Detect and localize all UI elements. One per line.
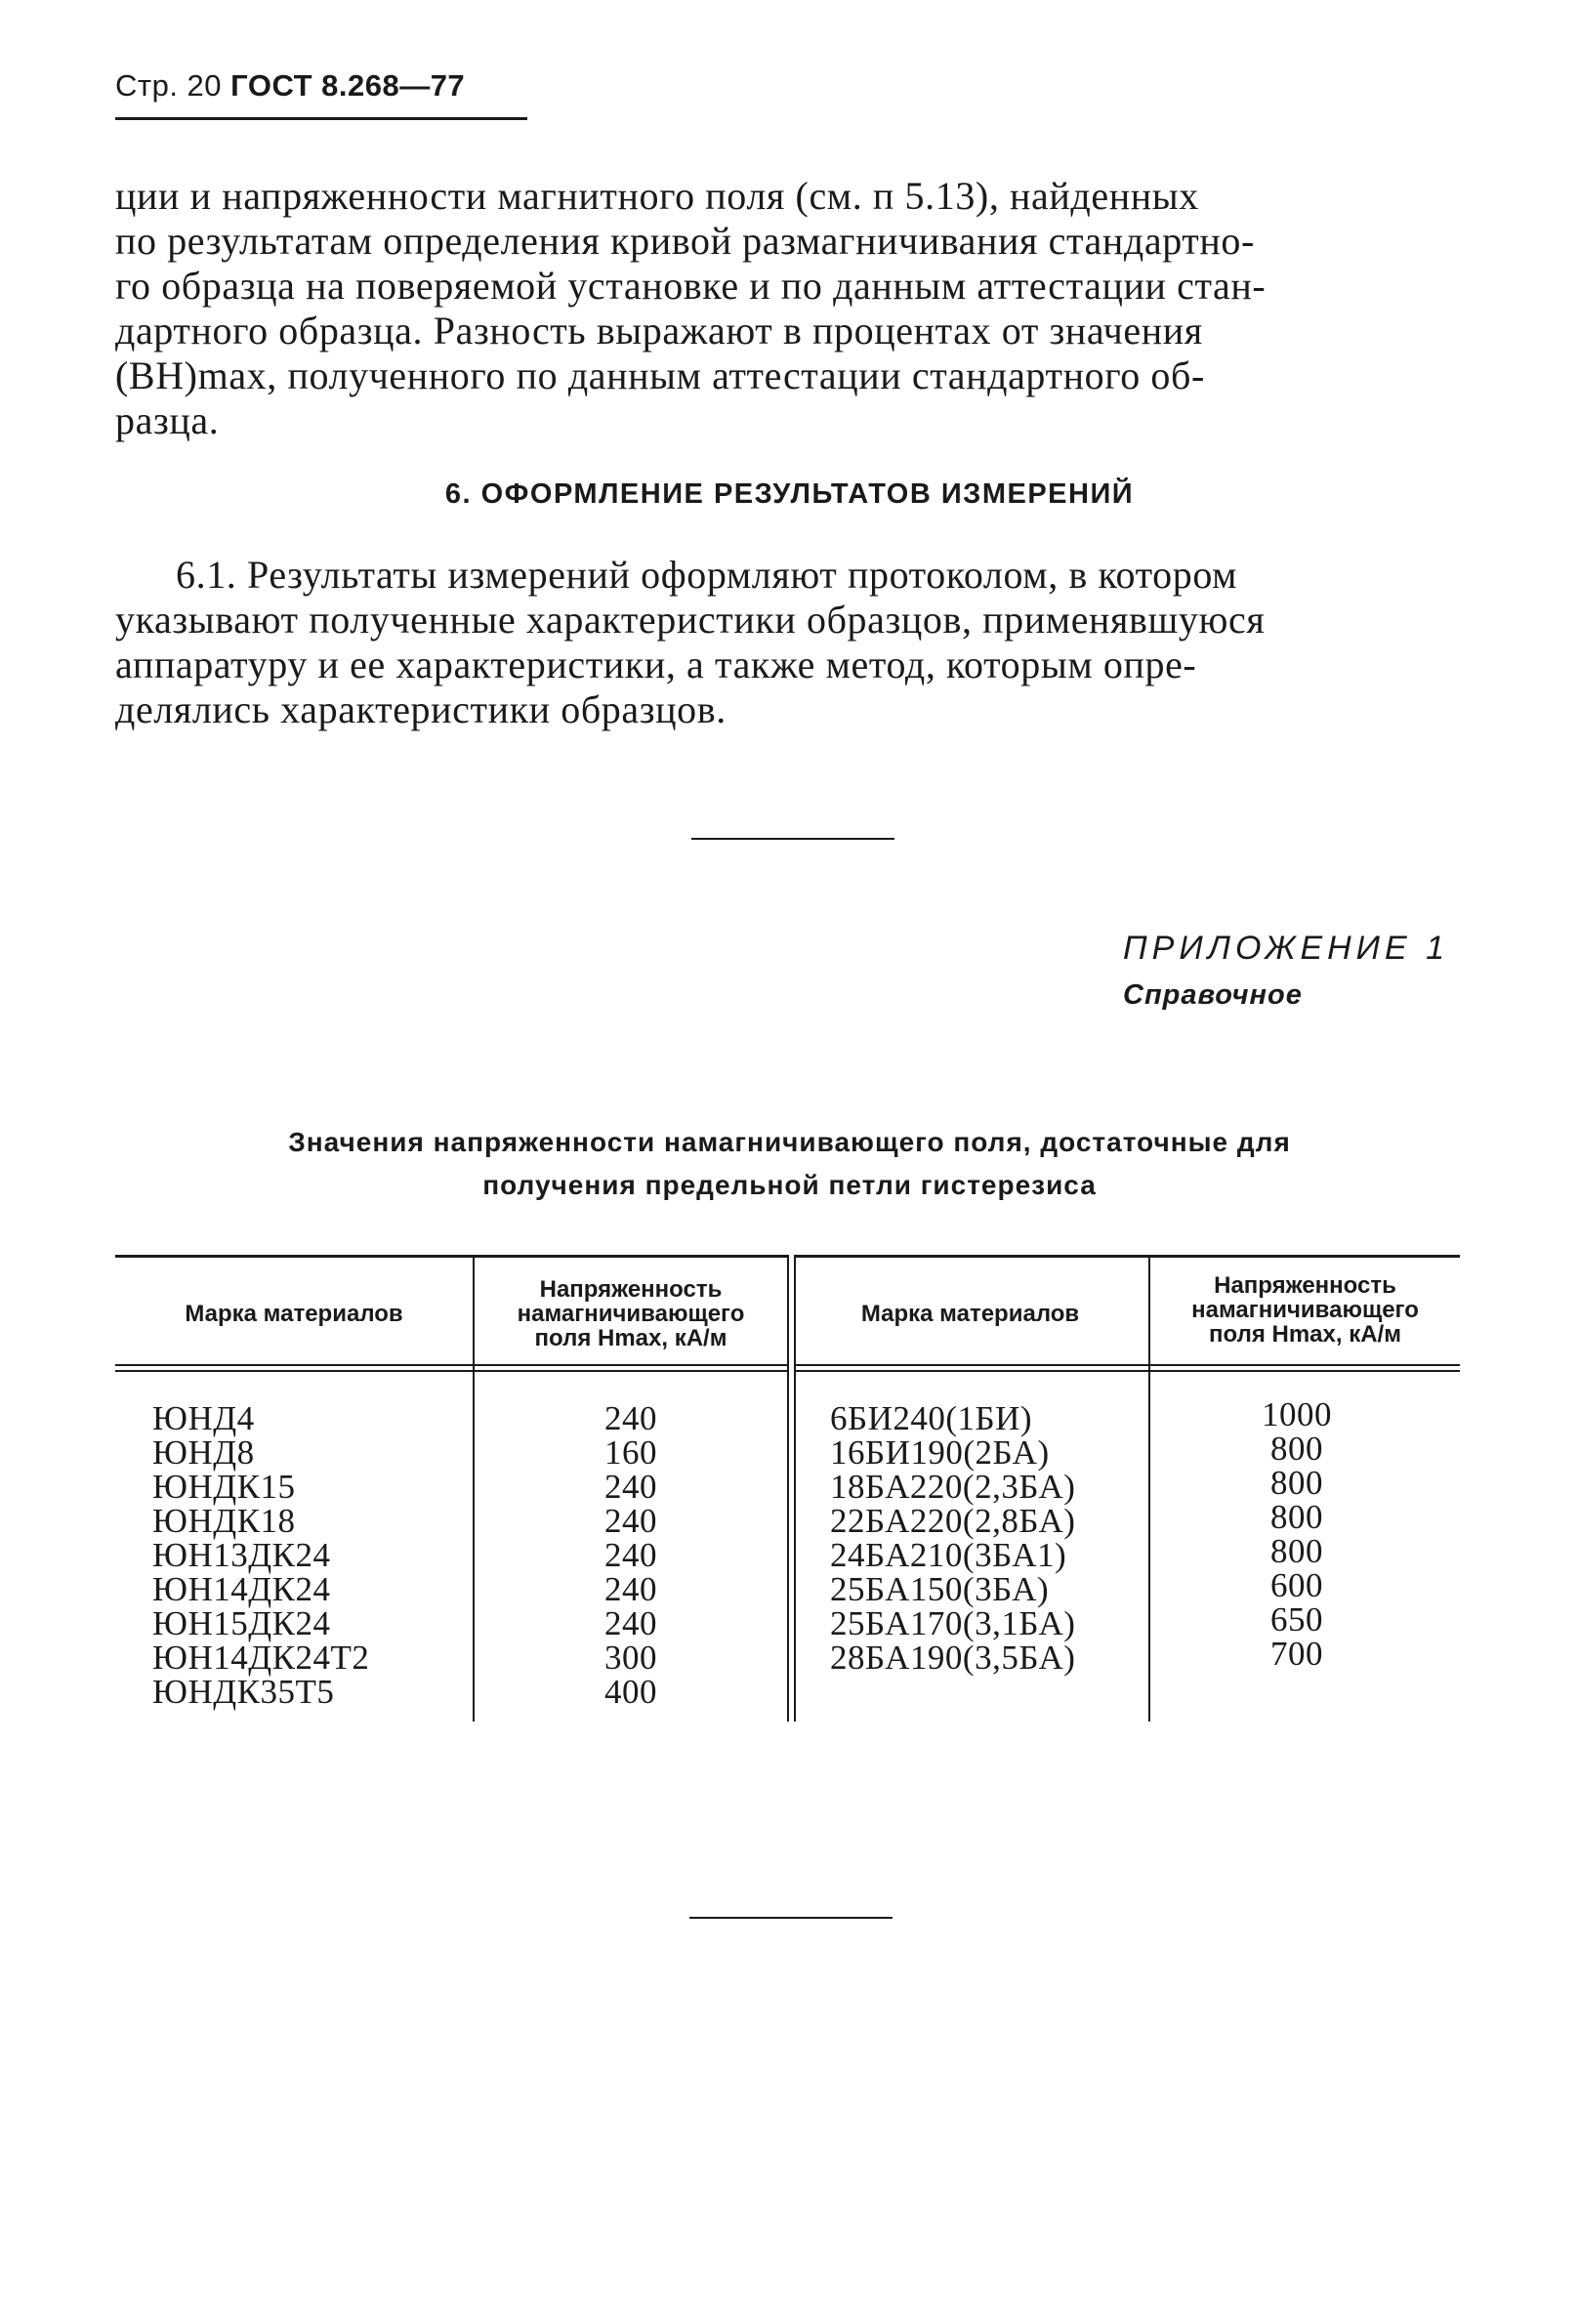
table-title	[0, 1121, 1579, 1207]
left-value-column	[475, 1401, 787, 1709]
table-cell: 22БА220(2,8БА)	[830, 1502, 1076, 1540]
table-title-line: получения предельной петли гистерезиса	[482, 1170, 1097, 1200]
table-cell: ЮНД8	[152, 1433, 255, 1472]
table-cell: ЮН14ДК24Т2	[152, 1639, 370, 1677]
section-title: 6. ОФОРМЛЕНИЕ РЕЗУЛЬТАТОВ ИЗМЕРЕНИЙ	[444, 478, 1135, 510]
text-line: дартного образца. Разность выражают в процентах от значения	[115, 309, 1203, 353]
header-line: Напряженность	[539, 1275, 723, 1303]
table-cell: ЮН14ДК24	[152, 1570, 331, 1608]
table-cell: 800	[1270, 1498, 1323, 1536]
table-cell: 240	[604, 1604, 657, 1642]
header-line: поля Hmax, кА/м	[1209, 1320, 1401, 1348]
separator-rule	[691, 838, 894, 840]
table-cell: 16БИ190(2БА)	[830, 1433, 1050, 1472]
text-line: аппаратуру и ее характеристики, а также метод, которым опре-	[115, 643, 1197, 686]
table-cell: 28БА190(3,5БА)	[830, 1639, 1076, 1677]
header-line: намагничивающего	[517, 1300, 745, 1327]
table-cell: 300	[604, 1639, 657, 1677]
text-line: ции и напряженности магнитного поля (см. п 5.13), найденных	[115, 174, 1199, 218]
header-rule	[115, 117, 527, 120]
text-line: делялись характеристики образцов.	[115, 687, 727, 731]
header-line: поля Hmax, кА/м	[534, 1324, 727, 1351]
text-line: (BH)max, полученного по данным аттестации стандартного об-	[115, 353, 1205, 397]
table-cell: 24БА210(3БА1)	[830, 1536, 1067, 1574]
table-cell: 160	[604, 1433, 657, 1472]
text-line: разца.	[115, 398, 220, 442]
table-cell: ЮНДК35Т5	[152, 1673, 335, 1711]
text-line: 6.1. Результаты измерений оформляют протоколом, в котором	[176, 553, 1238, 597]
table-cell: 6БИ240(1БИ)	[830, 1399, 1033, 1437]
continuation-paragraph	[115, 174, 1460, 443]
field-table	[115, 1255, 1460, 1743]
appendix-subtitle: Справочное	[1123, 979, 1303, 1011]
table-cell: 25БА150(3БА)	[830, 1570, 1050, 1608]
table-cell: 800	[1270, 1464, 1323, 1502]
header-material-left: Марка материалов	[185, 1300, 403, 1327]
table-cell: ЮН13ДК24	[152, 1536, 331, 1574]
table-cell: ЮНД4	[152, 1399, 255, 1437]
table-cell: 240	[604, 1399, 657, 1437]
appendix-title: ПРИЛОЖЕНИЕ 1	[1123, 930, 1450, 967]
header-material-right: Марка материалов	[860, 1300, 1080, 1327]
text-line: по результатам определения кривой размагничивания стандартно-	[115, 219, 1255, 263]
separator-rule	[689, 1917, 893, 1919]
table-cell: 25БА170(3,1БА)	[830, 1604, 1076, 1642]
header-field-left	[475, 1265, 787, 1362]
header-line: Напряженность	[1214, 1271, 1396, 1299]
table-cell: 800	[1270, 1430, 1323, 1468]
text-line: го образца на поверяемой установке и по данным аттестации стан-	[115, 264, 1267, 308]
text-line: указывают полученные характеристики образцов, применявшуюся	[115, 598, 1266, 642]
right-value-column	[1150, 1397, 1443, 1671]
section-paragraph	[115, 553, 1460, 732]
page-header	[115, 68, 465, 104]
table-cell: 1000	[1262, 1395, 1332, 1433]
table-cell: 240	[604, 1468, 657, 1506]
table-cell: 240	[604, 1502, 657, 1540]
left-material-column	[152, 1401, 465, 1709]
table-cell: 600	[1270, 1566, 1323, 1604]
appendix-heading	[1123, 930, 1449, 1012]
table-cell: 240	[604, 1536, 657, 1574]
table-cell: ЮНДК18	[152, 1502, 296, 1540]
table-cell: 18БА220(2,3БА)	[830, 1468, 1076, 1506]
page-label: Стр. 20	[115, 68, 223, 103]
standard-number: ГОСТ 8.268—77	[230, 68, 466, 103]
header-line: намагничивающего	[1191, 1296, 1419, 1323]
right-material-column	[830, 1401, 1143, 1675]
table-cell: 800	[1270, 1532, 1323, 1570]
table-title-line: Значения напряженности намагничивающего поля, достаточные для	[288, 1127, 1291, 1157]
header-field-right	[1150, 1261, 1460, 1358]
table-cell: ЮН15ДК24	[152, 1604, 331, 1642]
table-cell: 400	[604, 1673, 657, 1711]
table-cell: ЮНДК15	[152, 1468, 296, 1506]
table-cell: 700	[1270, 1635, 1323, 1673]
table-cell: 240	[604, 1570, 657, 1608]
table-cell: 650	[1270, 1600, 1323, 1639]
